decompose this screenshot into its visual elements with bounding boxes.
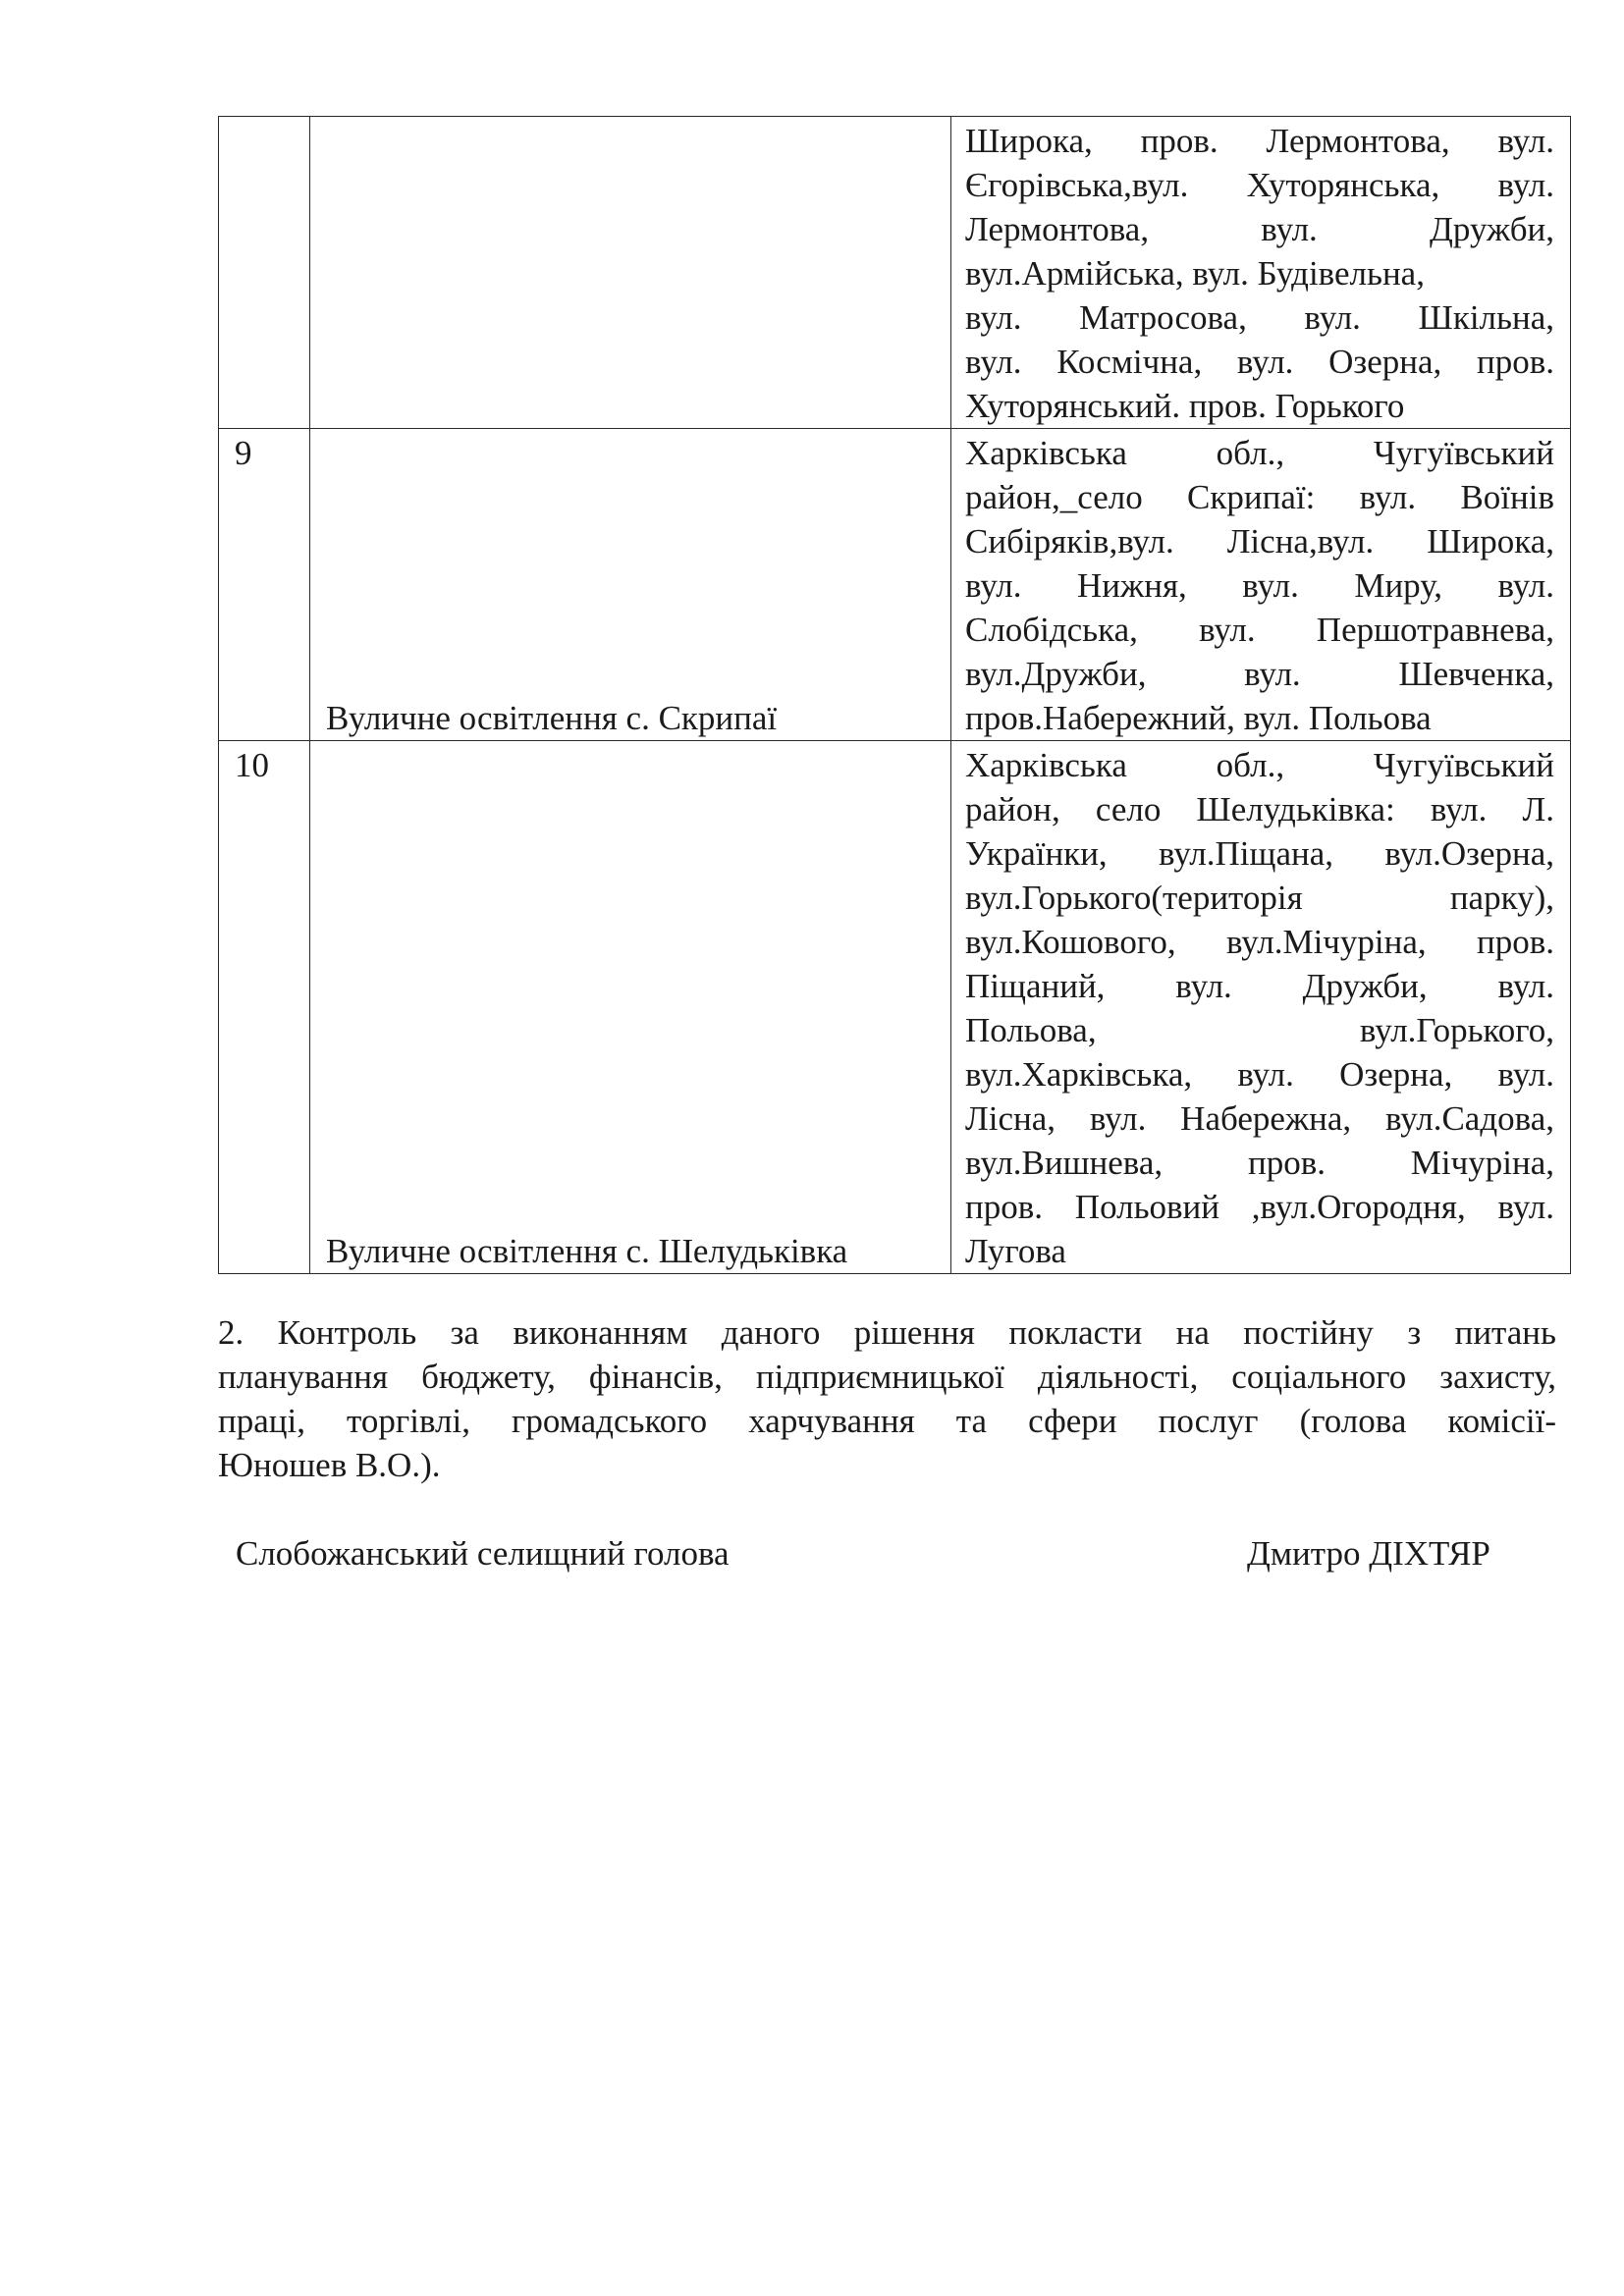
address-line: вул.Вишнева, пров. Мічуріна, (965, 1144, 1554, 1182)
control-paragraph (218, 1310, 1556, 1487)
address-line: Польова, вул.Горького, (965, 1011, 1554, 1049)
paragraph-line: планування бюджету, фінансів, підприємницької діяльності, соціального захисту, (218, 1358, 1556, 1396)
address-line: вул.Харківська, вул. Озерна, вул. (965, 1055, 1554, 1094)
address-line: Лугова (965, 1232, 1066, 1270)
address-line: Харківська обл., Чугуївський (965, 434, 1554, 472)
object-name (310, 117, 951, 429)
address-line: вул.Армійська, вул. Будівельна, (965, 254, 1425, 293)
paragraph-line: праці, торгівлі, громадського харчування та сфери послуг (голова комісії- (218, 1402, 1556, 1440)
address-line: Слобідська, вул. Першотравнева, (965, 611, 1554, 649)
address-line: вул. Космічна, вул. Озерна, пров. (965, 343, 1554, 381)
signatory-position: Слобожанський селищний голова (236, 1534, 730, 1573)
row-number (219, 117, 310, 429)
address-line: Українки, вул.Піщана, вул.Озерна, (965, 834, 1554, 873)
street-lighting-table (218, 116, 1571, 1274)
address-line: Хуторянський. пров. Горького (965, 387, 1405, 425)
address-line: Піщаний, вул. Дружби, вул. (965, 967, 1554, 1005)
address-line: пров.Набережний, вул. Польова (965, 699, 1432, 737)
paragraph-line: Юношев В.О.). (218, 1446, 441, 1484)
table-row (219, 741, 1571, 1274)
address-cell (951, 429, 1571, 741)
address-line: район, село Шелудьківка: вул. Л. (965, 790, 1554, 828)
paragraph-line: 2. Контроль за виконанням даного рішення покласти на постійну з питань (218, 1313, 1556, 1352)
address-line: Широка, пров. Лермонтова, вул. (965, 122, 1554, 160)
address-line: пров. Польовий ,вул.Огородня, вул. (965, 1188, 1554, 1226)
address-cell (951, 117, 1571, 429)
address-line: вул. Матросова, вул. Шкільна, (965, 298, 1554, 337)
address-line: Харківська обл., Чугуївський (965, 746, 1554, 784)
row-number: 10 (219, 741, 310, 1274)
table-row (219, 429, 1571, 741)
address-line: Сибіряків,вул. Лісна,вул. Широка, (965, 522, 1554, 561)
address-cell (951, 741, 1571, 1274)
object-name: Вуличне освітлення с. Шелудьківка (310, 741, 951, 1274)
address-line: вул. Нижня, вул. Миру, вул. (965, 566, 1554, 605)
address-line: Єгорівська,вул. Хуторянська, вул. (965, 166, 1554, 204)
row-number: 9 (219, 429, 310, 741)
object-name: Вуличне освітлення с. Скрипаї (310, 429, 951, 741)
table-row (219, 117, 1571, 429)
address-line: Лісна, вул. Набережна, вул.Садова, (965, 1099, 1554, 1138)
signatory-name: Дмитро ДІХТЯР (1247, 1534, 1490, 1573)
address-line: вул.Горького(територія парку), (965, 879, 1554, 917)
address-line: вул.Дружби, вул. Шевченка, (965, 655, 1554, 693)
address-line: район,_село Скрипаї: вул. Воїнів (965, 478, 1554, 516)
address-line: Лермонтова, вул. Дружби, (965, 210, 1554, 248)
address-line: вул.Кошового, вул.Мічуріна, пров. (965, 923, 1554, 961)
